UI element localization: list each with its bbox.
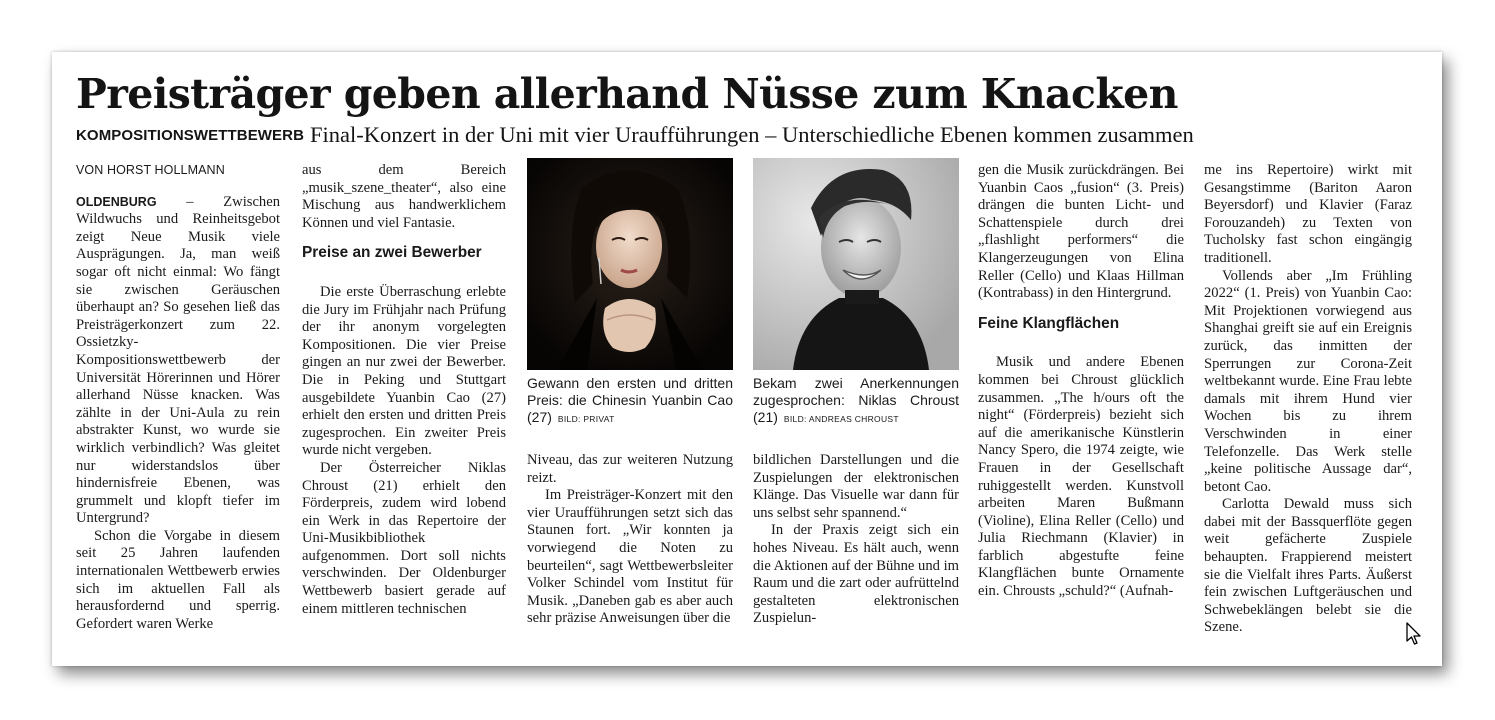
paragraph: me ins Repertoire) wirkt mit Gesangstimme (Bariton Aaron Beyersdorf) und Klavier (Faraz Forouzandeh) zu Texten von Tucholsky fast schon eingängig traditionell. [1204, 162, 1412, 266]
caption-text: Bekam zwei Anerkennungen zugesprochen: Niklas Chroust (21) [753, 375, 959, 425]
portrait-woman-image [527, 158, 733, 370]
paragraph: aus dem Bereich „musik_szene_theater“, also eine Mischung aus handwerklichem Können und viel Fantasie. [302, 162, 506, 231]
article-column-2 [302, 162, 506, 618]
paragraph: bildlichen Darstellungen und die Zuspielungen der elektronischen Klänge. Das Visuelle war dann für uns selbst sehr spannend.“ [753, 452, 959, 521]
subheadline: Final-Konzert in der Uni mit vier Uraufführungen – Unterschiedliche Ebenen kommen zusammen [310, 122, 1194, 147]
photo-credit: BILD: PRIVAT [557, 414, 615, 424]
paragraph-text: – Zwischen Wildwuchs und Reinheitsgebot zeigt Neue Musik viele Ausprägungen. Ja, man weiß sogar oft nicht einmal: Wo fängt sie zwischen Geräuschen überhaupt an? So gesehen ließ das Preisträgerkonzert zum 22. Ossietzky-Kompositionswettbewerb der Universität Hörerinnen und Hörer allerhand Nüsse knacken. Was zählte in der Uni-Aula zu rein abstrakter Kunst, wo wurde sie wirklich verbindlich? Was gleitet nur widerstandslos über hindernisfreie Ebenen, was grummelt und klopft tiefer im Untergrund? [76, 193, 280, 527]
paragraph: Carlotta Dewald muss sich dabei mit der Bassquerflöte gegen weit gefächerte Zuspiele behaupten. Frappierend meistert sie die Vielfalt ihres Parts. Äußerst fein zwischen Luftgeräuschen und Schwebeklängen belebt sie die Szene. [1204, 496, 1412, 636]
photo-caption-1 [527, 375, 733, 428]
article-column-5 [978, 162, 1184, 601]
article-column-4 [753, 452, 959, 628]
paragraph: Im Preisträger-Konzert mit den vier Uraufführungen setzt sich das Staunen fort. „Wir konnten ja vorwiegend die Noten zu beurteilen“, sagt Wettbewerbsleiter Volker Schindel vom Institut für Musik. „Daneben gab es aber auch sehr präzise Anweisungen über die [527, 487, 733, 627]
paragraph: Musik und andere Ebenen kommen bei Chroust glücklich zusammen. „The h/ours oft the night“ (Förderpreis) bezieht sich auf die amerikanische Künstlerin Nancy Spero, die 1974 zeigte, wie Frauen in der Gesellschaft ruhiggestellt werden. Kunstvoll arbeiten Maren Bußmann (Violine), Elina Reller (Cello) und Julia Riechmann (Klavier) in farblich abgestufte feine Klangflächen bunte Ornamente ein. Chrousts „schuld?“ (Aufnah- [978, 354, 1184, 600]
paragraph: Schon die Vorgabe in diesem seit 25 Jahren laufenden internationalen Wettbewerb erwies sich im aktuellen Fall als herausfordernd und sperrig. Gefordert waren Werke [76, 527, 280, 632]
photo-niklas-chroust [753, 158, 959, 370]
dateline: OLDENBURG [76, 194, 157, 209]
article-column-3 [527, 452, 733, 628]
photo-yuanbin-cao [527, 158, 733, 370]
newspaper-clipping [52, 52, 1442, 666]
paragraph: gen die Musik zurückdrängen. Bei Yuanbin Caos „fusion“ (3. Preis) drängen die bunten Licht- und Schattenspiele durch drei „flashlight performers“ die Klangerzeugungen von Elina Reller (Cello) und Klaas Hillman (Kontrabass) in den Hintergrund. [978, 162, 1184, 302]
article-column-1 [76, 162, 280, 633]
section-subhead: Feine Klangflächen [978, 314, 1120, 332]
photo-caption-2 [753, 375, 959, 428]
paragraph: Vollends aber „Im Frühling 2022“ (1. Preis) von Yuanbin Cao: Mit Projektionen vorwiegend aus Shanghai greift sie auf ein Ereignis zurück, das inmitten der Sperrungen zur Corona-Zeit weltbekannt wurde. Eine Frau lebte damals mit ihrem Hund vier Wochen bis zu ihrem Verschwinden in einer Telefonzelle. Das Werk stelle „keine politische Aussage dar“, betont Cao. [1204, 267, 1412, 495]
portrait-man-image [753, 158, 959, 370]
article-column-6 [1204, 162, 1412, 637]
byline: VON HORST HOLLMANN [76, 163, 225, 177]
paragraph: Niveau, das zur weiteren Nutzung reizt. [527, 452, 733, 486]
paragraph: In der Praxis zeigt sich ein hohes Niveau. Es hält auch, wenn die Aktionen auf der Bühne und im Raum und die zart oder aufrüttelnd gestalteten elektronischen Zuspielun- [753, 522, 959, 627]
caption-text: Gewann den ersten und dritten Preis: die Chinesin Yuanbin Cao (27) [527, 375, 733, 425]
paragraph: Die erste Überraschung erlebte die Jury im Frühjahr nach Prüfung der ihr anonym vorgelegten Kompositionen. Die vier Preise gingen an nur zwei der Bewerber. Die in Peking und Stuttgart ausgebildete Yuanbin Cao (27) erhielt den ersten und dritten Preis zugesprochen. Ein zweiter Preis wurde nicht vergeben. [302, 283, 506, 459]
mouse-pointer-icon [1406, 622, 1422, 646]
kicker: KOMPOSITIONSWETTBEWERB [76, 127, 305, 144]
subheadline-row [76, 122, 1194, 148]
section-subhead: Preise an zwei Bewerber [302, 244, 482, 262]
paragraph: Der Österreicher Niklas Chroust (21) erhielt den Förderpreis, zudem wird lobend ein Werk in das Repertoire der Uni-Musikbibliothek aufgenommen. Dort soll nichts verschwinden. Der Oldenburger Wettbewerb basiert gerade auf einem mittleren technischen [302, 459, 506, 617]
headline: Preisträger geben allerhand Nüsse zum Knacken [76, 70, 1178, 118]
photo-credit: BILD: ANDREAS CHROUST [783, 414, 899, 424]
paragraph [76, 194, 280, 528]
